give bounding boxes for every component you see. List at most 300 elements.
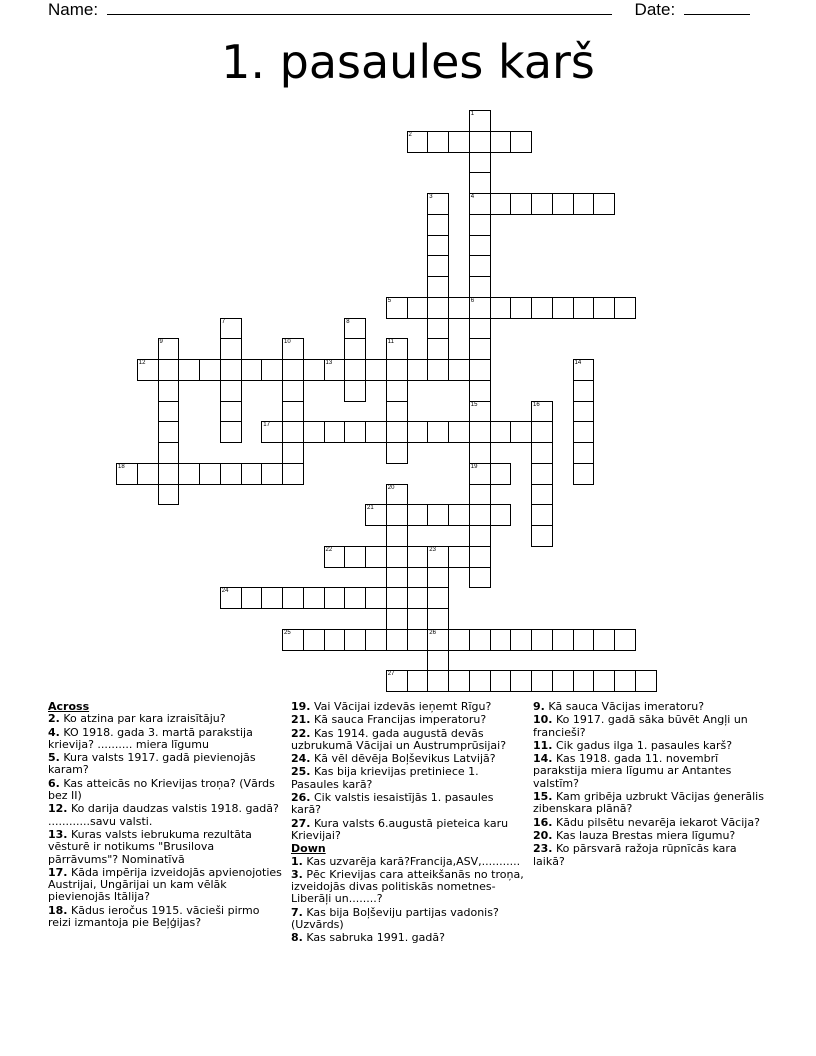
crossword-cell[interactable]	[490, 629, 512, 651]
crossword-cell[interactable]	[427, 421, 449, 443]
clue-item	[48, 778, 284, 803]
crossword-cell[interactable]	[365, 359, 387, 381]
crossword-cell[interactable]	[261, 463, 283, 485]
crossword-cell[interactable]	[469, 463, 491, 485]
crossword-cell[interactable]	[531, 484, 553, 506]
crossword-cell[interactable]	[531, 297, 553, 319]
clue-number: 21	[367, 505, 374, 512]
clue-item-number: 10.	[533, 713, 553, 727]
clue-item-text: Ko 1917. gadā sāka būvēt Angļi un francieši?	[533, 713, 748, 739]
crossword-cell[interactable]	[386, 546, 408, 568]
crossword-cell[interactable]	[220, 380, 242, 402]
clue-item-text: Kas 1914. gada augustā devās uzbrukumā Vācijai un Austrumprūsijai?	[291, 726, 507, 752]
crossword-cell[interactable]	[573, 297, 595, 319]
clue-number: 8	[346, 318, 350, 325]
clue-item	[291, 792, 526, 817]
crossword-cell[interactable]	[593, 629, 615, 651]
crossword-cell[interactable]	[324, 359, 346, 381]
crossword-cell[interactable]	[469, 380, 491, 402]
crossword-cell[interactable]	[158, 463, 180, 485]
crossword-cell[interactable]	[469, 567, 491, 589]
clue-item-text: Kura valsts 6.augustā pieteica karu Krievijai?	[291, 816, 509, 842]
crossword-cell[interactable]	[469, 359, 491, 381]
clue-item	[48, 752, 284, 777]
clue-item-number: 13.	[48, 827, 68, 841]
crossword-cell[interactable]	[324, 587, 346, 609]
clue-item-number: 14.	[533, 752, 553, 766]
clue-item-text: Kāda impērija izveidojās apvienojoties Austrijai, Ungārijai un kam vēlāk pievienojās Itālija?	[48, 865, 282, 904]
clue-item-number: 18.	[48, 903, 68, 917]
crossword-cell[interactable]	[469, 235, 491, 257]
crossword-cell[interactable]	[178, 359, 200, 381]
clue-item-text: Kas lauza Brestas miera līgumu?	[556, 828, 736, 842]
crossword-cell[interactable]	[427, 297, 449, 319]
clue-item-text: KO 1918. gada 3. martā parakstija krievija? .......... miera līgumu	[48, 725, 253, 751]
clue-item-number: 16.	[533, 815, 553, 829]
down-heading: Down	[291, 842, 326, 856]
crossword-cell[interactable]	[386, 338, 408, 360]
crossword-cell[interactable]	[510, 421, 532, 443]
clue-item	[291, 856, 526, 868]
clue-number: 19	[470, 463, 478, 470]
clue-item-number: 7.	[291, 905, 303, 919]
clue-item-number: 5.	[48, 751, 60, 765]
crossword-cell[interactable]	[469, 297, 491, 319]
crossword-cell[interactable]	[552, 297, 574, 319]
crossword-cell[interactable]	[407, 504, 429, 526]
clue-item-text: Kā sauca Francijas imperatoru?	[314, 713, 487, 727]
crossword-cell[interactable]	[158, 442, 180, 464]
crossword-cell[interactable]	[324, 629, 346, 651]
crossword-cell[interactable]	[573, 670, 595, 692]
crossword-cell[interactable]	[158, 338, 180, 360]
crossword-cell[interactable]	[386, 587, 408, 609]
clue-item	[48, 803, 284, 828]
clue-item	[48, 829, 284, 866]
clue-item-text: Vai Vācijai izdevās ieņemt Rīgu?	[314, 700, 492, 713]
crossword-cell[interactable]	[407, 546, 429, 568]
clue-item-number: 27.	[291, 816, 311, 830]
clue-item	[291, 818, 526, 843]
clue-item	[48, 713, 284, 725]
crossword-cell[interactable]	[386, 629, 408, 651]
clue-item-number: 6.	[48, 776, 60, 790]
clue-item-number: 20.	[533, 828, 553, 842]
crossword-cell[interactable]	[344, 587, 366, 609]
crossword-cell[interactable]	[427, 338, 449, 360]
crossword-cell[interactable]	[614, 670, 636, 692]
crossword-cell[interactable]	[573, 442, 595, 464]
crossword-cell[interactable]	[178, 463, 200, 485]
crossword-cell[interactable]	[573, 421, 595, 443]
clue-item-text: Ko darija daudzas valstis 1918. gadā? ............savu valsti.	[48, 802, 279, 828]
clue-item-text: Kādus ieročus 1915. vācieši pirmo reizi izmantoja pie Beļģijas?	[48, 903, 260, 930]
crossword-cell[interactable]	[365, 546, 387, 568]
clue-item-number: 25.	[291, 765, 311, 779]
crossword-cell[interactable]	[427, 359, 449, 381]
clue-number: 4	[470, 194, 475, 200]
clue-number: 20	[387, 484, 395, 491]
clue-number: 7	[221, 318, 226, 325]
clue-column-2	[291, 701, 526, 946]
clue-item-text: Kas atteicās no Krievijas troņa? (Vārds bez II)	[48, 776, 275, 803]
crossword-cell[interactable]	[427, 546, 449, 568]
crossword-cell[interactable]	[199, 463, 221, 485]
crossword-cell[interactable]	[573, 401, 595, 423]
clue-number: 27	[387, 671, 395, 678]
crossword-cell[interactable]	[469, 276, 491, 298]
crossword-cell[interactable]	[427, 318, 449, 340]
clue-item-text: Kas bija krievijas pretiniece 1. Pasaules karā?	[291, 765, 479, 791]
crossword-cell[interactable]	[510, 297, 532, 319]
clue-number: 3	[429, 194, 433, 200]
crossword-cell[interactable]	[427, 587, 449, 609]
crossword-cell[interactable]	[427, 193, 449, 215]
crossword-cell[interactable]	[344, 629, 366, 651]
crossword-cell[interactable]	[448, 131, 470, 153]
crossword-cell[interactable]	[116, 463, 138, 485]
crossword-cell[interactable]	[220, 359, 242, 381]
clue-item	[291, 701, 526, 713]
crossword-cell[interactable]	[282, 401, 304, 423]
crossword-cell[interactable]	[282, 629, 304, 651]
clue-item-text: Kas uzvarēja karā?Francija,ASV,...........	[306, 854, 521, 868]
crossword-cell[interactable]	[490, 463, 512, 485]
crossword-cell[interactable]	[448, 297, 470, 319]
crossword-cell[interactable]	[573, 463, 595, 485]
crossword-cell[interactable]	[469, 193, 491, 215]
crossword-cell[interactable]	[407, 587, 429, 609]
crossword-cell[interactable]	[386, 670, 408, 692]
crossword-cell[interactable]	[490, 193, 512, 215]
clue-number: 18	[118, 463, 125, 470]
crossword-cell[interactable]	[344, 546, 366, 568]
crossword-cell[interactable]	[531, 525, 553, 547]
crossword-cell[interactable]	[220, 463, 242, 485]
across-heading: Across	[48, 700, 90, 713]
crossword-cell[interactable]	[427, 255, 449, 277]
crossword-cell[interactable]	[531, 670, 553, 692]
crossword-cell[interactable]	[469, 525, 491, 547]
crossword-cell[interactable]	[490, 504, 512, 526]
date-label: Date:	[634, 0, 676, 19]
clue-item	[533, 843, 768, 868]
crossword-cell[interactable]	[303, 359, 325, 381]
clue-number: 15	[470, 401, 478, 408]
crossword-cell[interactable]	[469, 131, 491, 153]
clue-column-1	[48, 701, 284, 930]
crossword-cell[interactable]	[282, 421, 304, 443]
crossword-cell[interactable]	[386, 567, 408, 589]
crossword-cell[interactable]	[448, 504, 470, 526]
clue-number: 11	[387, 339, 394, 346]
crossword-cell[interactable]	[469, 255, 491, 277]
clue-item-number: 8.	[291, 931, 303, 945]
crossword-cell[interactable]	[407, 359, 429, 381]
crossword-cell[interactable]	[427, 235, 449, 257]
clue-number: 25	[284, 629, 291, 636]
crossword-cell[interactable]	[282, 380, 304, 402]
crossword-cell[interactable]	[427, 650, 449, 672]
crossword-cell[interactable]	[407, 297, 429, 319]
crossword-cell[interactable]	[469, 421, 491, 443]
clue-item-number: 17.	[48, 865, 68, 879]
crossword-cell[interactable]	[635, 670, 657, 692]
clue-item-text: Kas sabruka 1991. gadā?	[306, 931, 445, 945]
crossword-cell[interactable]	[220, 318, 242, 340]
clue-item	[291, 907, 526, 932]
crossword-cell[interactable]	[469, 629, 491, 651]
crossword-cell[interactable]	[386, 442, 408, 464]
clue-item	[533, 714, 768, 739]
clue-item-text: Kādu pilsētu nevarēja iekarot Vācija?	[556, 815, 760, 829]
crossword-cell[interactable]	[303, 421, 325, 443]
clue-item-number: 11.	[533, 738, 553, 752]
crossword-cell[interactable]	[386, 297, 408, 319]
crossword-cell[interactable]	[158, 359, 180, 381]
crossword-cell[interactable]	[614, 629, 636, 651]
crossword-cell[interactable]	[469, 504, 491, 526]
crossword-cell[interactable]	[531, 421, 553, 443]
crossword-cell[interactable]	[344, 421, 366, 443]
crossword-cell[interactable]	[365, 504, 387, 526]
clue-item-number: 22.	[291, 726, 311, 740]
clue-item-number: 24.	[291, 752, 311, 766]
crossword-cell[interactable]	[448, 629, 470, 651]
clue-item-text: Kā sauca Vācijas imeratoru?	[548, 700, 705, 713]
crossword-cell[interactable]	[427, 504, 449, 526]
crossword-cell[interactable]	[344, 359, 366, 381]
crossword-cell[interactable]	[158, 401, 180, 423]
crossword-cell[interactable]	[407, 131, 429, 153]
crossword-cell[interactable]	[261, 359, 283, 381]
crossword-cell[interactable]	[469, 214, 491, 236]
crossword-cell[interactable]	[282, 338, 304, 360]
crossword-cell[interactable]	[282, 359, 304, 381]
crossword-cell[interactable]	[469, 442, 491, 464]
crossword-cell[interactable]	[386, 504, 408, 526]
clue-number: 17	[263, 422, 270, 429]
crossword-cell[interactable]	[448, 359, 470, 381]
crossword-cell[interactable]	[573, 629, 595, 651]
clue-item-text: Kuras valsts iebrukuma rezultāta vēsturē ir notikums "Brusilova pārrāvums"? Nominatīvā	[48, 827, 252, 866]
clue-number: 10	[284, 339, 291, 346]
clue-item	[291, 728, 526, 753]
clue-item-text: Cik gadus ilga 1. pasaules karš?	[556, 738, 733, 752]
crossword-cell[interactable]	[469, 152, 491, 174]
crossword-cell[interactable]	[220, 587, 242, 609]
crossword-cell[interactable]	[427, 214, 449, 236]
clue-item-number: 19.	[291, 700, 311, 713]
clue-item-number: 12.	[48, 802, 68, 816]
clue-item-number: 3.	[291, 867, 303, 881]
crossword-cell[interactable]	[573, 380, 595, 402]
crossword-cell[interactable]	[531, 504, 553, 526]
clue-item-number: 9.	[533, 700, 545, 713]
crossword-cell[interactable]	[469, 670, 491, 692]
clue-item-text: Kas 1918. gada 11. novembrī parakstija miera līgumu ar Antantes valstīm?	[533, 752, 732, 790]
crossword-cell[interactable]	[510, 629, 532, 651]
clue-number: 2	[408, 131, 412, 138]
crossword-cell[interactable]	[490, 131, 512, 153]
clue-number: 16	[533, 401, 540, 408]
clue-number: 22	[325, 546, 333, 553]
crossword-cell[interactable]	[158, 380, 180, 402]
crossword-cell[interactable]	[303, 587, 325, 609]
crossword-cell[interactable]	[344, 318, 366, 340]
name-label: Name:	[48, 0, 99, 19]
crossword-cell[interactable]	[220, 401, 242, 423]
crossword-cell[interactable]	[531, 442, 553, 464]
crossword-cell[interactable]	[282, 463, 304, 485]
crossword-cell[interactable]	[531, 629, 553, 651]
crossword-cell[interactable]	[614, 297, 636, 319]
crossword-cell[interactable]	[324, 421, 346, 443]
crossword-cell[interactable]	[158, 421, 180, 443]
crossword-cell[interactable]	[490, 297, 512, 319]
crossword-cell[interactable]	[241, 587, 263, 609]
crossword-cell[interactable]	[552, 629, 574, 651]
clue-item	[48, 905, 284, 930]
clue-item	[291, 753, 526, 765]
crossword-cell[interactable]	[365, 587, 387, 609]
crossword-cell[interactable]	[344, 338, 366, 360]
crossword-cell[interactable]	[137, 463, 159, 485]
crossword-cell[interactable]	[199, 359, 221, 381]
clue-item	[533, 791, 768, 816]
clue-number: 9	[159, 339, 163, 346]
crossword-cell[interactable]	[261, 421, 283, 443]
crossword-cell[interactable]	[448, 546, 470, 568]
crossword-cell[interactable]	[469, 401, 491, 423]
crossword-cell[interactable]	[510, 670, 532, 692]
clue-item	[48, 727, 284, 752]
crossword-cell[interactable]	[573, 193, 595, 215]
crossword-cell[interactable]	[552, 670, 574, 692]
crossword-cell[interactable]	[137, 359, 159, 381]
clue-item-number: 4.	[48, 725, 60, 739]
clue-item-number: 1.	[291, 854, 303, 868]
clue-item	[533, 740, 768, 752]
crossword-cell[interactable]	[407, 421, 429, 443]
crossword-cell[interactable]	[531, 401, 553, 423]
crossword-cell[interactable]	[386, 608, 408, 630]
crossword-cell[interactable]	[593, 670, 615, 692]
clue-item-text: Cik valstis iesaistījās 1. pasaules karā?	[291, 791, 494, 817]
crossword-cell[interactable]	[448, 421, 470, 443]
page-title: 1. pasaules karš	[221, 35, 595, 89]
crossword-cell[interactable]	[490, 670, 512, 692]
clue-item	[291, 932, 526, 944]
clue-item-number: 26.	[291, 791, 311, 805]
clue-column-3	[533, 701, 768, 869]
crossword-cell[interactable]	[552, 193, 574, 215]
crossword-cell[interactable]	[531, 193, 553, 215]
clue-list	[0, 701, 816, 961]
crossword-cell[interactable]	[427, 567, 449, 589]
crossword-cell[interactable]	[407, 670, 429, 692]
crossword-cell[interactable]	[427, 276, 449, 298]
crossword-cell[interactable]	[386, 359, 408, 381]
clue-item-text: Kā vēl dēvēja Boļševikus Latvijā?	[314, 752, 496, 766]
crossword-cell[interactable]	[469, 546, 491, 568]
crossword-cell[interactable]	[427, 608, 449, 630]
crossword-cell[interactable]	[386, 380, 408, 402]
clue-number: 13	[325, 360, 333, 366]
crossword-cell[interactable]	[282, 442, 304, 464]
clue-item-number: 15.	[533, 790, 553, 804]
clue-item	[533, 701, 768, 713]
clue-number: 14	[574, 360, 582, 366]
clue-item-number: 23.	[533, 842, 553, 856]
crossword-cell[interactable]	[324, 546, 346, 568]
clue-item-number: 2.	[48, 712, 60, 726]
clue-number: 5	[387, 297, 392, 304]
crossword-cell[interactable]	[427, 629, 449, 651]
clue-item	[533, 753, 768, 790]
crossword-cell[interactable]	[386, 401, 408, 423]
crossword-cell[interactable]	[407, 629, 429, 651]
crossword-cell[interactable]	[386, 421, 408, 443]
clue-item-text: Ko pārsvarā ražoja rūpnīcās kara laikā?	[533, 842, 737, 868]
clue-item-text: Kas bija Boļševiju partijas vadonis?(Uzvārds)	[291, 905, 499, 932]
clue-number: 26	[429, 629, 436, 636]
clue-item-text: Kam gribēja uzbrukt Vācijas ģenerālis zibenskara plānā?	[533, 790, 764, 816]
crossword-cell[interactable]	[593, 297, 615, 319]
crossword-cell[interactable]	[469, 110, 491, 132]
crossword-cell[interactable]	[427, 131, 449, 153]
clue-number: 6	[470, 297, 475, 304]
crossword-cell[interactable]	[510, 131, 532, 153]
crossword-cell[interactable]	[469, 338, 491, 360]
crossword-cell[interactable]	[303, 629, 325, 651]
crossword-cell[interactable]	[427, 670, 449, 692]
clue-item-text: Pēc Krievijas cara atteikšanās no troņa, izveidojās divas politiskās nometnes- Liberāļi un........?	[291, 867, 524, 906]
crossword-cell[interactable]	[282, 587, 304, 609]
clue-item-text: Ko atzina par kara izraisītāju?	[63, 712, 226, 726]
crossword-cell[interactable]	[344, 380, 366, 402]
crossword-cell[interactable]	[469, 318, 491, 340]
clue-item	[291, 869, 526, 906]
clue-number: 12	[138, 360, 146, 366]
clue-item	[533, 817, 768, 829]
crossword-cell[interactable]	[386, 525, 408, 547]
crossword-cell[interactable]	[510, 193, 532, 215]
crossword-cell[interactable]	[220, 338, 242, 360]
clue-item	[533, 830, 768, 842]
crossword-cell[interactable]	[469, 172, 491, 194]
crossword-cell[interactable]	[469, 484, 491, 506]
crossword-cell[interactable]	[593, 193, 615, 215]
crossword-cell[interactable]	[241, 463, 263, 485]
crossword-cell[interactable]	[241, 359, 263, 381]
clue-number: 23	[429, 546, 436, 553]
clue-item	[291, 714, 526, 726]
clue-item	[291, 766, 526, 791]
crossword-cell[interactable]	[365, 421, 387, 443]
crossword-cell[interactable]	[386, 484, 408, 506]
crossword-cell[interactable]	[220, 421, 242, 443]
crossword-cell[interactable]	[573, 359, 595, 381]
clue-item-number: 21.	[291, 713, 311, 727]
crossword-cell[interactable]	[448, 670, 470, 692]
crossword-cell[interactable]	[365, 629, 387, 651]
crossword-cell[interactable]	[490, 421, 512, 443]
clue-number: 24	[221, 588, 229, 595]
crossword-cell[interactable]	[531, 463, 553, 485]
crossword-cell[interactable]	[158, 484, 180, 506]
crossword-cell[interactable]	[261, 587, 283, 609]
